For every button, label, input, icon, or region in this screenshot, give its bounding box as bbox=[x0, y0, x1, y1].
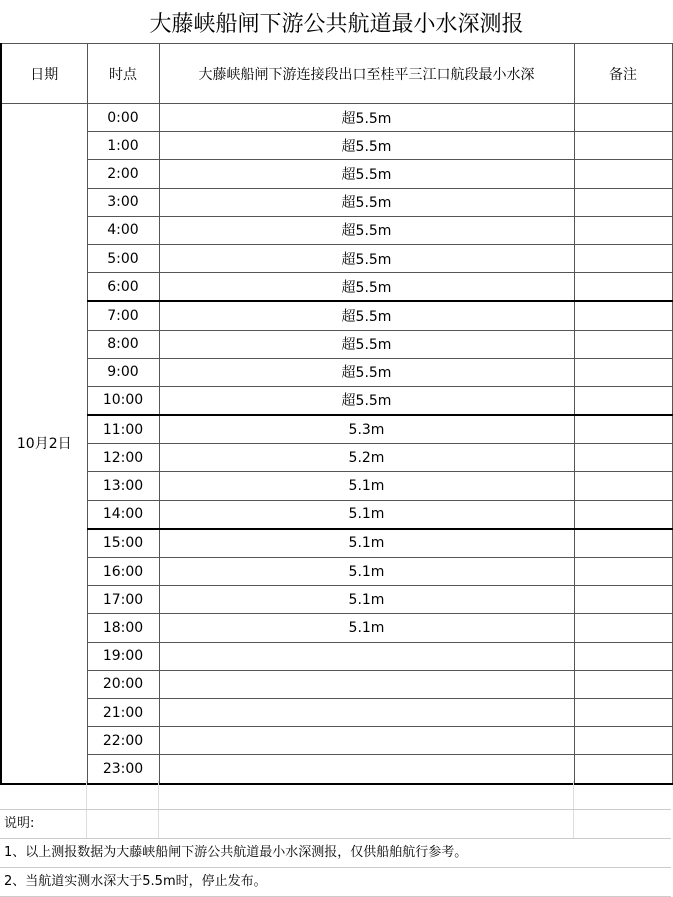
table-row bbox=[1, 727, 672, 755]
table-row bbox=[1, 244, 672, 272]
depth-cell: 5.3m bbox=[159, 415, 574, 444]
remark-cell bbox=[574, 132, 672, 160]
depth-cell: 超5.5m bbox=[159, 273, 574, 302]
time-cell: 2:00 bbox=[87, 160, 159, 188]
time-cell: 15:00 bbox=[87, 529, 159, 558]
time-cell: 12:00 bbox=[87, 444, 159, 472]
time-cell: 8:00 bbox=[87, 330, 159, 358]
time-cell: 9:00 bbox=[87, 358, 159, 386]
remark-cell bbox=[574, 529, 672, 558]
remark-cell bbox=[574, 104, 672, 132]
blank-row bbox=[0, 781, 671, 810]
depth-cell: 超5.5m bbox=[159, 386, 574, 415]
remark-cell bbox=[574, 727, 672, 755]
depth-cell: 5.1m bbox=[159, 529, 574, 558]
time-cell: 18:00 bbox=[87, 614, 159, 642]
depth-cell: 超5.5m bbox=[159, 358, 574, 386]
time-cell: 13:00 bbox=[87, 472, 159, 500]
depth-cell: 超5.5m bbox=[159, 188, 574, 216]
table-row bbox=[1, 500, 672, 529]
header-depth: 大藤峡船闸下游连接段出口至桂平三江口航段最小水深 bbox=[159, 44, 574, 104]
header-date: 日期 bbox=[1, 44, 87, 104]
depth-cell: 5.1m bbox=[159, 614, 574, 642]
time-cell: 20:00 bbox=[87, 670, 159, 698]
time-cell: 17:00 bbox=[87, 586, 159, 614]
time-cell: 23:00 bbox=[87, 755, 159, 784]
remark-cell bbox=[574, 670, 672, 698]
note-text: 1、以上测报数据为大藤峡船闸下游公共航道最小水深测报，仅供船舶航行参考。 bbox=[4, 845, 468, 860]
table-row bbox=[1, 132, 672, 160]
depth-cell: 超5.5m bbox=[159, 216, 574, 244]
remark-cell bbox=[574, 358, 672, 386]
time-cell: 7:00 bbox=[87, 301, 159, 330]
remark-cell bbox=[574, 301, 672, 330]
time-cell: 19:00 bbox=[87, 642, 159, 670]
depth-cell: 超5.5m bbox=[159, 301, 574, 330]
table-row bbox=[1, 330, 672, 358]
time-cell: 6:00 bbox=[87, 273, 159, 302]
time-cell: 0:00 bbox=[87, 104, 159, 132]
note-item bbox=[0, 868, 671, 897]
table-row bbox=[1, 386, 672, 415]
notes-label: 说明: bbox=[4, 816, 35, 831]
depth-cell bbox=[159, 727, 574, 755]
time-cell: 21:00 bbox=[87, 698, 159, 726]
table-row bbox=[1, 358, 672, 386]
remark-cell bbox=[574, 330, 672, 358]
time-cell: 5:00 bbox=[87, 244, 159, 272]
depth-cell bbox=[159, 755, 574, 784]
depth-cell: 5.1m bbox=[159, 558, 574, 586]
time-cell: 11:00 bbox=[87, 415, 159, 444]
depth-cell: 超5.5m bbox=[159, 244, 574, 272]
depth-table bbox=[0, 43, 673, 785]
table-row bbox=[1, 614, 672, 642]
remark-cell bbox=[574, 415, 672, 444]
depth-cell: 5.1m bbox=[159, 472, 574, 500]
table-row bbox=[1, 444, 672, 472]
time-cell: 22:00 bbox=[87, 727, 159, 755]
remark-cell bbox=[574, 472, 672, 500]
remark-cell bbox=[574, 160, 672, 188]
depth-cell bbox=[159, 642, 574, 670]
table-row bbox=[1, 529, 672, 558]
time-cell: 4:00 bbox=[87, 216, 159, 244]
remark-cell bbox=[574, 188, 672, 216]
table-row bbox=[1, 586, 672, 614]
table-row bbox=[1, 104, 672, 132]
remark-cell bbox=[574, 386, 672, 415]
remark-cell bbox=[574, 586, 672, 614]
table-row bbox=[1, 160, 672, 188]
table-row bbox=[1, 472, 672, 500]
table-row bbox=[1, 273, 672, 302]
remark-cell bbox=[574, 216, 672, 244]
time-cell: 14:00 bbox=[87, 500, 159, 529]
depth-table-body bbox=[1, 44, 672, 784]
table-row bbox=[1, 670, 672, 698]
remark-cell bbox=[574, 444, 672, 472]
notes-label-row bbox=[0, 810, 671, 839]
remark-cell bbox=[574, 755, 672, 784]
remark-cell bbox=[574, 698, 672, 726]
depth-cell: 5.1m bbox=[159, 500, 574, 529]
depth-cell: 超5.5m bbox=[159, 330, 574, 358]
depth-cell: 超5.5m bbox=[159, 104, 574, 132]
remark-cell bbox=[574, 244, 672, 272]
header-row bbox=[1, 44, 672, 104]
remark-cell bbox=[574, 273, 672, 302]
table-row bbox=[1, 558, 672, 586]
table-row bbox=[1, 301, 672, 330]
time-cell: 16:00 bbox=[87, 558, 159, 586]
header-remark: 备注 bbox=[574, 44, 672, 104]
table-row bbox=[1, 642, 672, 670]
remark-cell bbox=[574, 558, 672, 586]
table-row bbox=[1, 216, 672, 244]
time-cell: 3:00 bbox=[87, 188, 159, 216]
table-row bbox=[1, 755, 672, 784]
depth-cell: 5.2m bbox=[159, 444, 574, 472]
remark-cell bbox=[574, 500, 672, 529]
table-row bbox=[1, 698, 672, 726]
note-text: 2、当航道实测水深大于5.5m时，停止发布。 bbox=[4, 874, 267, 889]
depth-cell: 超5.5m bbox=[159, 132, 574, 160]
depth-cell bbox=[159, 670, 574, 698]
time-cell: 10:00 bbox=[87, 386, 159, 415]
table-row bbox=[1, 415, 672, 444]
note-item bbox=[0, 839, 671, 868]
table-row bbox=[1, 188, 672, 216]
date-cell: 10月2日 bbox=[1, 104, 87, 784]
time-cell: 1:00 bbox=[87, 132, 159, 160]
remark-cell bbox=[574, 642, 672, 670]
depth-cell: 5.1m bbox=[159, 586, 574, 614]
header-time: 时点 bbox=[87, 44, 159, 104]
depth-cell bbox=[159, 698, 574, 726]
notes-section bbox=[0, 781, 671, 897]
report-title: 大藤峡船闸下游公共航道最小水深测报 bbox=[149, 11, 524, 37]
remark-cell bbox=[574, 614, 672, 642]
depth-cell: 超5.5m bbox=[159, 160, 574, 188]
